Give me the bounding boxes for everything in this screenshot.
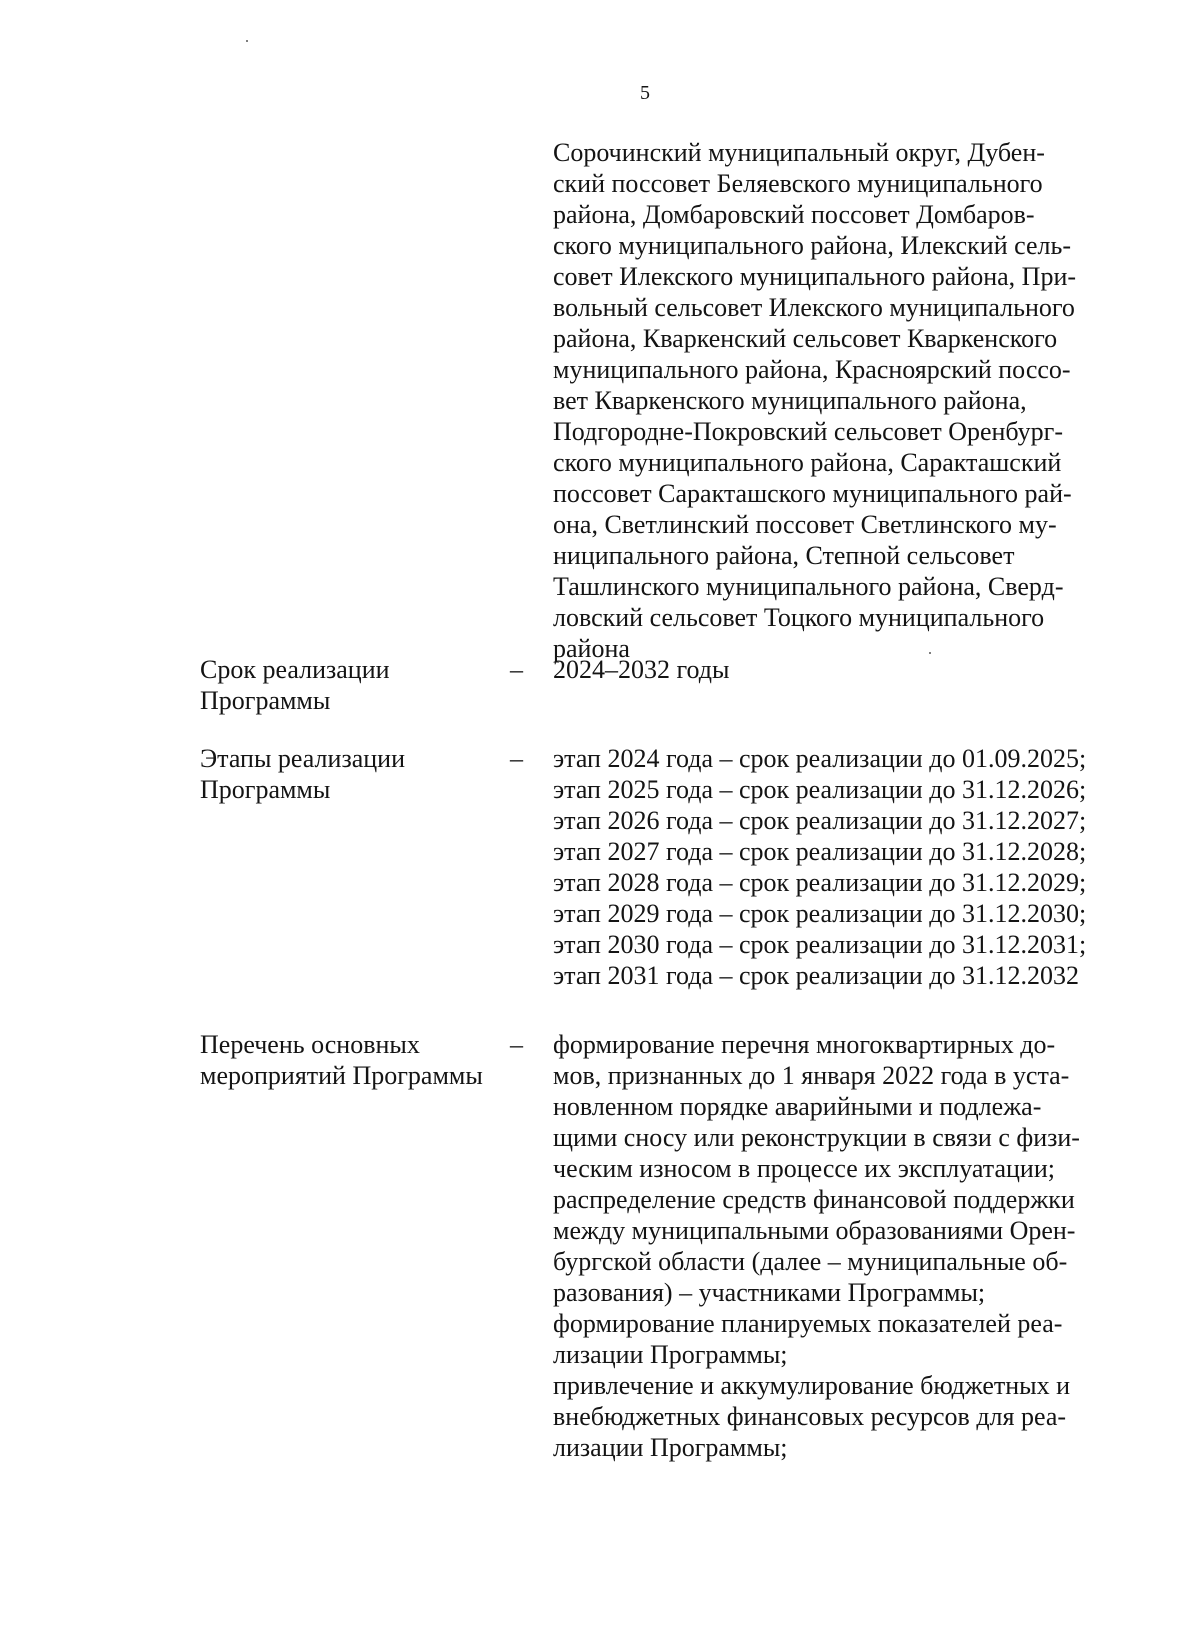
text-line: вольный сельсовет Илекского муниципального bbox=[553, 293, 1075, 322]
text-line: Ташлинского муниципального района, Сверд- bbox=[553, 572, 1064, 601]
text-line: Подгородне-Покровский сельсовет Оренбург- bbox=[553, 417, 1063, 446]
section-dash: – bbox=[510, 1030, 523, 1059]
text-line: этап 2031 года – срок реализации до 31.12.2032 bbox=[553, 961, 1079, 990]
section-label: Срок реализации Программы bbox=[200, 655, 390, 715]
text-line: этап 2026 года – срок реализации до 31.12.2027; bbox=[553, 806, 1087, 835]
section-content bbox=[553, 654, 1104, 685]
text-line: внебюджетных финансовых ресурсов для реа- bbox=[553, 1402, 1067, 1431]
text-line: щими сносу или реконструкции в связи с физи- bbox=[553, 1123, 1080, 1152]
text-line: лизации Программы; bbox=[553, 1433, 788, 1462]
text-line: этап 2029 года – срок реализации до 31.12.2030; bbox=[553, 899, 1087, 928]
text-line: мов, признанных до 1 января 2022 года в уста- bbox=[553, 1061, 1070, 1090]
text-line: распределение средств финансовой поддержки bbox=[553, 1185, 1075, 1214]
text-line: бургской области (далее – муниципальные об- bbox=[553, 1247, 1068, 1276]
section-label: Перечень основных мероприятий Программы bbox=[200, 1030, 483, 1090]
text-line: ловский сельсовет Тоцкого муниципального bbox=[553, 603, 1045, 632]
text-line: ческим износом в процессе их эксплуатации; bbox=[553, 1154, 1055, 1183]
text-line: формирование перечня многоквартирных до- bbox=[553, 1030, 1056, 1059]
text-line: этап 2027 года – срок реализации до 31.12.2028; bbox=[553, 837, 1087, 866]
text-line: района, Кваркенский сельсовет Кваркенского bbox=[553, 324, 1058, 353]
section-dash: – bbox=[510, 744, 523, 773]
text-line: этап 2025 года – срок реализации до 31.12.2026; bbox=[553, 775, 1087, 804]
text-line: разования) – участниками Программы; bbox=[553, 1278, 986, 1307]
text-line: новленном порядке аварийными и подлежа- bbox=[553, 1092, 1042, 1121]
text-line: ниципального района, Степной сельсовет bbox=[553, 541, 1015, 570]
section-content bbox=[553, 743, 1104, 991]
text-line: совет Илекского муниципального района, При- bbox=[553, 262, 1077, 291]
text-line: района, Домбаровский поссовет Домбаров- bbox=[553, 200, 1035, 229]
text-line: поссовет Саракташского муниципального рай- bbox=[553, 479, 1072, 508]
text-line: этап 2028 года – срок реализации до 31.12.2029; bbox=[553, 868, 1087, 897]
text-line: между муниципальными образованиями Орен- bbox=[553, 1216, 1076, 1245]
scan-speck bbox=[246, 40, 248, 42]
text-line: этап 2024 года – срок реализации до 01.09.2025; bbox=[553, 744, 1087, 773]
text-line: ского муниципального района, Илекский сель- bbox=[553, 231, 1071, 260]
section-dash: – bbox=[510, 655, 523, 684]
text-line: ского муниципального района, Саракташский bbox=[553, 448, 1062, 477]
text-line: ский поссовет Беляевского муниципального bbox=[553, 169, 1043, 198]
section-label: Этапы реализации Программы bbox=[200, 744, 405, 804]
text-line: привлечение и аккумулирование бюджетных и bbox=[553, 1371, 1071, 1400]
text-line: этап 2030 года – срок реализации до 31.12.2031; bbox=[553, 930, 1087, 959]
continued-text-block bbox=[553, 137, 1104, 664]
text-line: вет Кваркенского муниципального района, bbox=[553, 386, 1027, 415]
page-number: 5 bbox=[640, 82, 650, 104]
text-line: муниципального района, Красноярский поссо- bbox=[553, 355, 1071, 384]
text-line: формирование планируемых показателей реа- bbox=[553, 1309, 1063, 1338]
text-line: 2024–2032 годы bbox=[553, 655, 730, 684]
text-line: она, Светлинский поссовет Светлинского му- bbox=[553, 510, 1057, 539]
text-line-content: Сорочинский муниципальный округ, Дубен- bbox=[553, 138, 1045, 167]
text-line: лизации Программы; bbox=[553, 1340, 788, 1369]
text-line bbox=[553, 137, 1104, 168]
text-line: района bbox=[553, 634, 630, 663]
section-content bbox=[553, 1029, 1104, 1463]
